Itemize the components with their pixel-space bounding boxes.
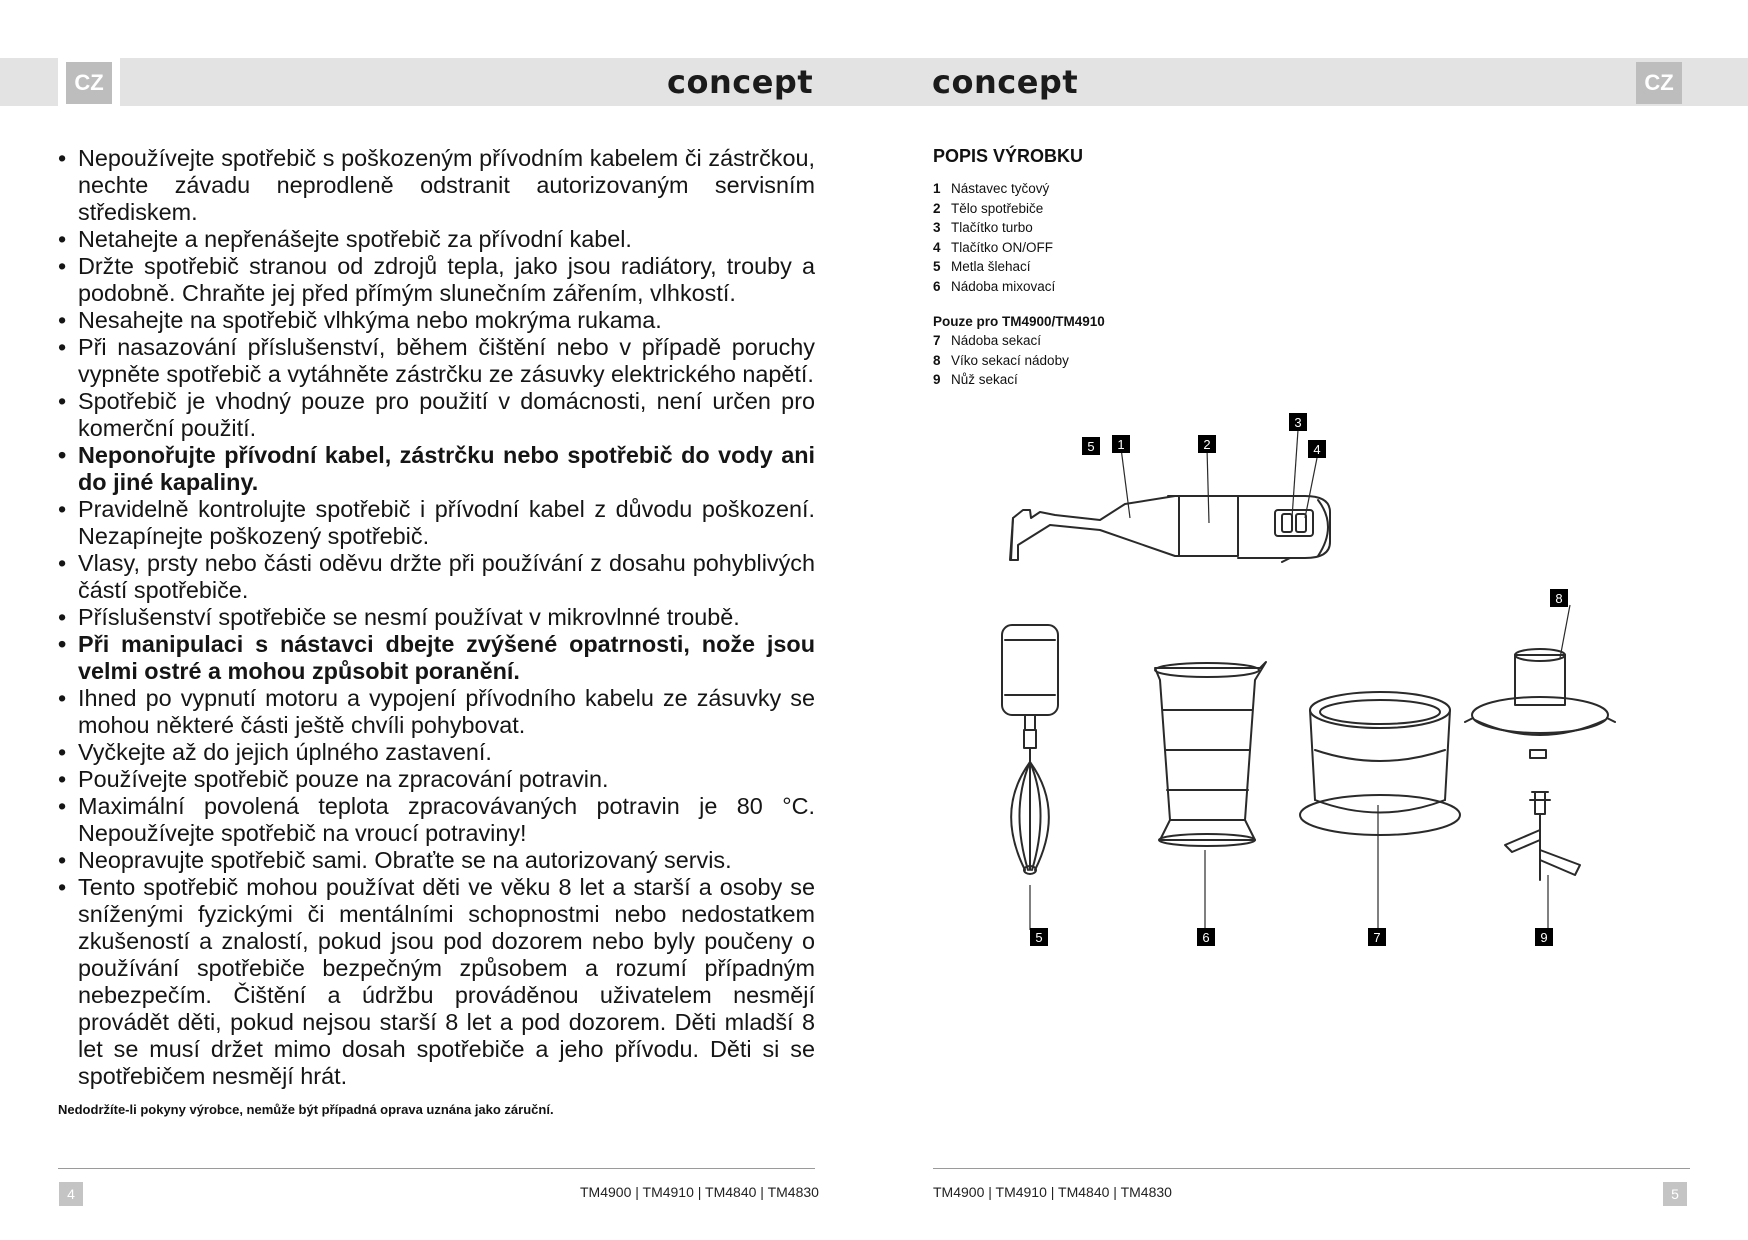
leader-lines (1030, 430, 1570, 930)
beaker-drawing (1155, 662, 1266, 846)
language-badge-right: CZ (1636, 62, 1682, 104)
list-item: • Nepoužívejte spotřebič s poškozeným přívodním kabelem či zástrčkou, nechte závadu neprodleně odstranit autorizovaným servisním střediskem. (58, 145, 815, 226)
part-label: Nádoba mixovací (951, 278, 1056, 294)
models-only-subheading: Pouze pro TM4900/TM4910 (933, 314, 1105, 329)
part-number: 4 (933, 239, 941, 255)
parts-list-item (933, 331, 1069, 351)
callout-3-label: 3 (1294, 415, 1302, 430)
callout-5-top-label: 5 (1087, 439, 1095, 454)
part-label: Nádoba sekací (951, 333, 1042, 348)
chopper-bowl-drawing (1300, 692, 1460, 835)
list-item: • Tento spotřebič mohou používat děti ve věku 8 let a starší a osoby se sníženými fyzickými či mentálními schopnostmi nebo nedostatkem zkušeností a znalostí, pokud jsou pod dozorem nebo byly poučeny o používání spotřebiče bezpečným způsobem a rozumí případným nebezpečím. Čištění a údržbu prováděnou uživatelem nesmějí provádět děti, pokud nejsou starší 8 let a pod dozorem. Děti mladší 8 let se musí držet mimo dosah spotřebiče a jeho přívodu. Děti si se spotřebičem nesmějí hrát. (58, 874, 815, 1090)
list-item: • Nesahejte na spotřebič vlhkýma nebo mokrýma rukama. (58, 307, 815, 334)
footer-rule-right (933, 1168, 1690, 1169)
list-item: • Netahejte a nepřenášejte spotřebič za přívodní kabel. (58, 226, 815, 253)
parts-list-item (933, 238, 1055, 258)
part-number: 8 (933, 352, 941, 368)
callout-1-label: 1 (1117, 437, 1125, 452)
chopper-blade-drawing (1505, 792, 1580, 880)
list-item: • Držte spotřebič stranou od zdrojů tepla, jako jsou radiátory, trouby a podobně. Chraňte jej před přímým slunečním zářením, vlhkostí. (58, 253, 815, 307)
brand-logo-right: concept (932, 63, 1079, 101)
page-number-right: 5 (1663, 1182, 1687, 1206)
list-item: • Spotřebič je vhodný pouze pro použití v domácnosti, není určen pro komerční použití. (58, 388, 815, 442)
callout-6-label: 6 (1202, 930, 1210, 945)
part-number: 1 (933, 181, 941, 196)
list-item: • Při nasazování příslušenství, během čištění nebo v případě poruchy vypněte spotřebič a vytáhněte zástrčku ze zásuvky elektrického napětí. (58, 334, 815, 388)
footer-rule-left (58, 1168, 815, 1169)
parts-list-item (933, 370, 1069, 390)
list-item: • Vlasy, prsty nebo části oděvu držte při používání z dosahu pohyblivých částí spotřebiče. (58, 550, 815, 604)
parts-list-item (933, 351, 1069, 371)
callout-2-label: 2 (1203, 437, 1211, 452)
part-label: Tělo spotřebiče (951, 200, 1044, 216)
callout-8-label: 8 (1555, 591, 1563, 606)
language-badge-left: CZ (66, 62, 112, 104)
callouts (1030, 413, 1568, 946)
part-number: 5 (933, 259, 941, 274)
part-label: Metla šlehací (951, 259, 1031, 274)
part-number: 3 (933, 220, 941, 235)
parts-list-item (933, 257, 1055, 277)
list-item-bold: • Neponořujte přívodní kabel, zástrčku nebo spotřebič do vody ani do jiné kapaliny. (58, 442, 815, 496)
parts-list-item (933, 277, 1055, 297)
part-label: Víko sekací nádoby (951, 352, 1069, 368)
part-number: 6 (933, 278, 941, 294)
whisk-drawing (1002, 625, 1058, 874)
parts-list-item (933, 199, 1055, 219)
list-item: • Příslušenství spotřebiče se nesmí používat v mikrovlnné troubě. (58, 604, 815, 631)
list-item: • Neopravujte spotřebič sami. Obraťte se na autorizovaný servis. (58, 847, 815, 874)
callout-4-label: 4 (1313, 442, 1321, 457)
parts-list-item (933, 218, 1055, 238)
part-number: 9 (933, 372, 941, 387)
header-bar-left (0, 58, 58, 106)
hand-blender-drawing (1010, 496, 1330, 562)
warranty-footnote: Nedodržíte-li pokyny výrobce, nemůže být případná oprava uznána jako záruční. (58, 1102, 554, 1117)
section-title: POPIS VÝROBKU (933, 146, 1084, 166)
part-number: 2 (933, 200, 941, 216)
list-item: • Používejte spotřebič pouze na zpracování potravin. (58, 766, 815, 793)
part-number: 7 (933, 333, 941, 348)
page-number-left: 4 (59, 1182, 83, 1206)
list-item: • Ihned po vypnutí motoru a vypojení přívodního kabelu ze zásuvky se mohou některé části ještě chvíli pohybovat. (58, 685, 815, 739)
model-numbers-left: TM4900 | TM4910 | TM4840 | TM4830 (580, 1184, 819, 1200)
parts-list-item (933, 179, 1055, 199)
product-illustration (920, 400, 1640, 960)
part-label: Nůž sekací (951, 372, 1018, 387)
safety-rules-list (58, 145, 815, 1090)
model-numbers-right: TM4900 | TM4910 | TM4840 | TM4830 (933, 1184, 1172, 1200)
part-label: Nástavec tyčový (951, 181, 1050, 196)
list-item: • Maximální povolená teplota zpracovávaných potravin je 80 °C. Nepoužívejte spotřebič na vroucí potraviny! (58, 793, 815, 847)
brand-logo-left: concept (667, 63, 814, 101)
list-item: • Pravidelně kontrolujte spotřebič i přívodní kabel z důvodu poškození. Nezapínejte poškozený spotřebič. (58, 496, 815, 550)
callout-5-bottom-label: 5 (1035, 930, 1043, 945)
chopper-lid-drawing (1465, 649, 1615, 758)
callout-9-label: 9 (1540, 930, 1548, 945)
extra-parts-list (933, 331, 1069, 390)
parts-list (933, 179, 1055, 296)
callout-7-label: 7 (1373, 930, 1381, 945)
part-label: Tlačítko turbo (951, 220, 1033, 235)
part-label: Tlačítko ON/OFF (951, 239, 1054, 255)
header-bar-right (1690, 58, 1748, 106)
list-item-bold: • Při manipulaci s nástavci dbejte zvýšené opatrnosti, nože jsou velmi ostré a mohou způsobit poranění. (58, 631, 815, 685)
list-item: • Vyčkejte až do jejich úplného zastavení. (58, 739, 815, 766)
